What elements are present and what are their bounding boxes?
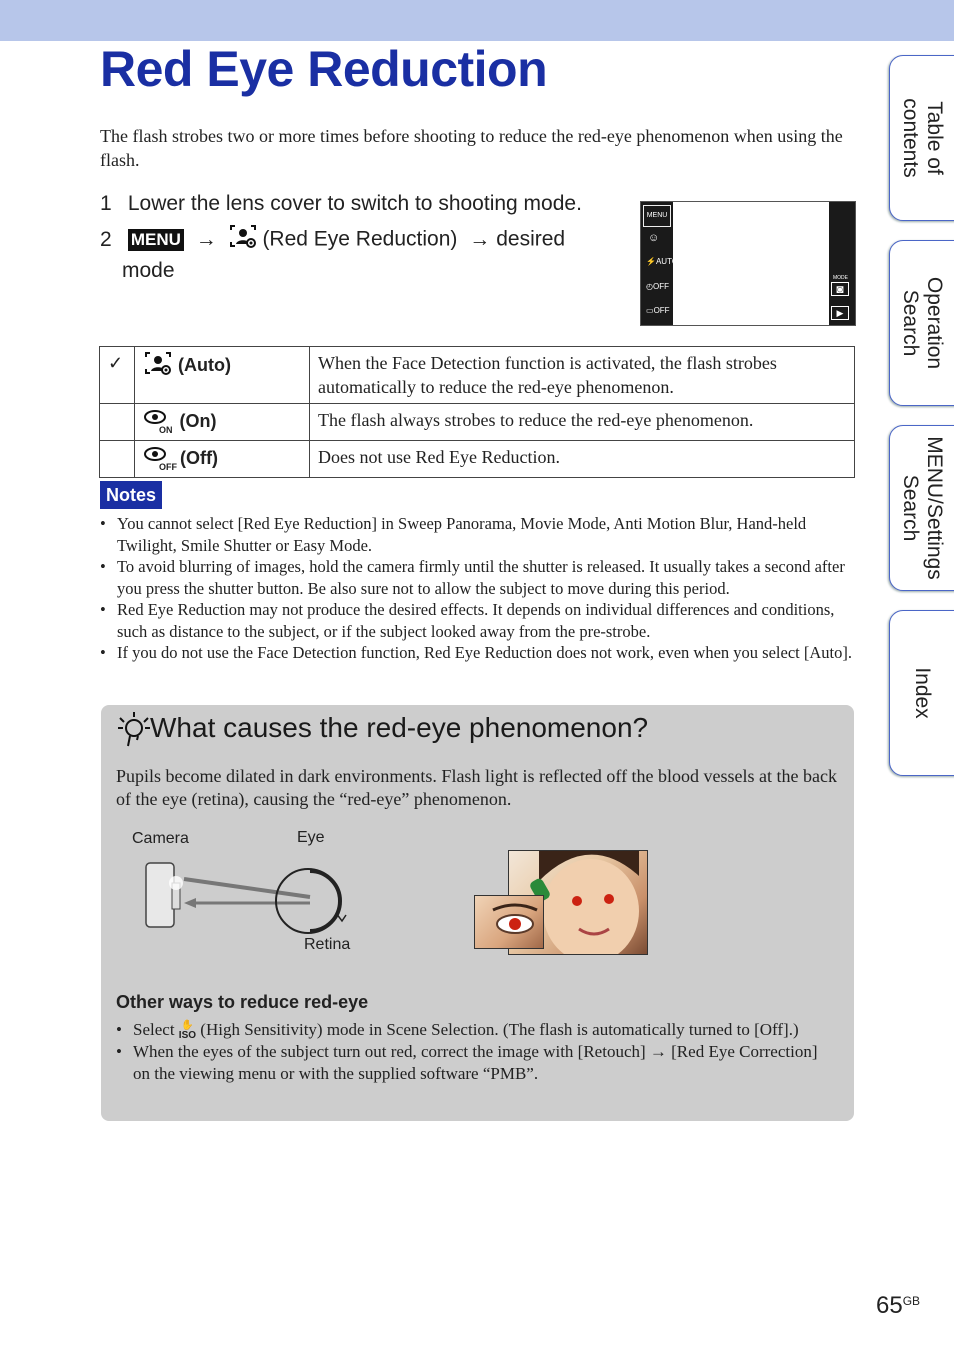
- mode-desc: Does not use Red Eye Reduction.: [310, 441, 855, 478]
- step-1: [100, 189, 582, 218]
- hint-title: What causes the red-eye phenomenon?: [150, 712, 649, 743]
- tab-menu-settings-search[interactable]: [889, 425, 954, 591]
- default-check-icon: ✓: [100, 347, 135, 404]
- flash-auto-icon: ⚡AUTO: [646, 257, 679, 266]
- check-cell: [100, 404, 135, 441]
- eye-closeup-photo: [474, 895, 544, 949]
- camera-mode-icon: ◙: [831, 282, 849, 296]
- mode-label: MODE: [833, 275, 848, 281]
- red-eye-diagram: [140, 855, 360, 935]
- hint-body: Pupils become dilated in dark environments. Flash light is reflected off the blood vessels at the back of the eye (retina), causing the “red-eye” phenomenon.: [116, 766, 838, 809]
- tab-label: Table of contents: [898, 98, 946, 178]
- off-sub-label: OFF: [159, 461, 177, 472]
- page-number: $65^{GB}$: [876, 1292, 921, 1319]
- arrow-icon: →: [195, 227, 217, 251]
- mode-label-auto: (Auto): [178, 354, 231, 375]
- playback-icon: ▶: [831, 306, 849, 320]
- other-ways-list: [116, 1019, 836, 1085]
- lightbulb-icon: [116, 710, 150, 755]
- step-text-end: desired: [496, 227, 566, 251]
- smile-icon: ☺: [648, 232, 660, 244]
- step-text: (Red Eye Reduction): [262, 227, 458, 251]
- intro-paragraph: The flash strobes two or more times before shooting to reduce the red-eye phenomenon when using the flash.: [100, 126, 843, 170]
- tab-index[interactable]: [889, 610, 954, 776]
- red-eye-auto-icon: [143, 351, 173, 381]
- list-item: • You cannot select [Red Eye Reduction] in Sweep Panorama, Movie Mode, Anti Motion Blur, Hand-held Twilight, Smile Shutter or Easy Mode.: [100, 513, 855, 556]
- modes-table: [99, 346, 855, 478]
- list-item: • Red Eye Reduction may not produce the desired effects. It depends on individual differences and conditions, such as distance to the subject, or if the subject looked away from the pre-strobe.: [100, 599, 855, 642]
- list-item: • Select ✋ ISO (High Sensitivity) mode in Scene Selection. (The flash is automatically turned to [Off].): [116, 1019, 836, 1041]
- red-eye-reduction-icon: [229, 224, 257, 256]
- tab-label: Operation Search: [898, 276, 946, 370]
- check-cell: [100, 441, 135, 478]
- camera-screen-illustration: [640, 201, 856, 326]
- other-ways-title: Other ways to reduce red-eye: [116, 992, 369, 1012]
- step-text-line2: mode: [122, 259, 175, 282]
- step-2: [100, 224, 600, 285]
- notes-list: [100, 513, 855, 664]
- screen-menu-icon: MENU: [643, 205, 671, 227]
- page-title: Red Eye Reduction: [100, 41, 548, 97]
- tab-table-of-contents[interactable]: [889, 55, 954, 221]
- tab-operation-search[interactable]: [889, 240, 954, 406]
- menu-icon: MENU: [128, 229, 184, 251]
- tab-label: Index: [910, 667, 934, 719]
- mode-desc: The flash always strobes to reduce the red-eye phenomenon.: [310, 404, 855, 441]
- step-number: 1: [100, 192, 112, 215]
- mode-label-off: (Off): [180, 447, 218, 468]
- table-row: [100, 347, 855, 404]
- tab-label: MENU/Settings Search: [898, 436, 946, 580]
- eye-label: Eye: [297, 829, 325, 846]
- self-timer-off-icon: ◴OFF: [646, 282, 669, 291]
- burst-off-icon: ▭OFF: [646, 306, 670, 315]
- arrow-icon: →: [469, 227, 491, 251]
- list-item: • To avoid blurring of images, hold the camera firmly until the shutter is released. It usually takes a second after you press the shutter button. Be also sure not to allow the subject to move during this period.: [100, 556, 855, 599]
- on-sub-label: ON: [159, 424, 173, 435]
- table-row: [100, 441, 855, 478]
- top-banner: [0, 0, 954, 41]
- list-item: • When the eyes of the subject turn out red, correct the image with [Retouch] → [Red Eye Correction] on the viewing menu or with the supplied software “PMB”.: [116, 1041, 836, 1085]
- step-number: 2: [100, 227, 112, 251]
- step-text: Lower the lens cover to switch to shooting mode.: [127, 192, 582, 215]
- retina-label: Retina: [304, 936, 351, 953]
- mode-desc: When the Face Detection function is activated, the flash strobes automatically to reduce the red-eye phenomenon.: [310, 347, 855, 404]
- high-sensitivity-icon: ✋ ISO: [178, 1020, 197, 1042]
- table-row: [100, 404, 855, 441]
- notes-badge: Notes: [100, 481, 162, 509]
- camera-label: Camera: [132, 830, 189, 847]
- mode-label-on: (On): [179, 410, 217, 431]
- list-item: • If you do not use the Face Detection function, Red Eye Reduction does not work, even when you select [Auto].: [100, 642, 855, 664]
